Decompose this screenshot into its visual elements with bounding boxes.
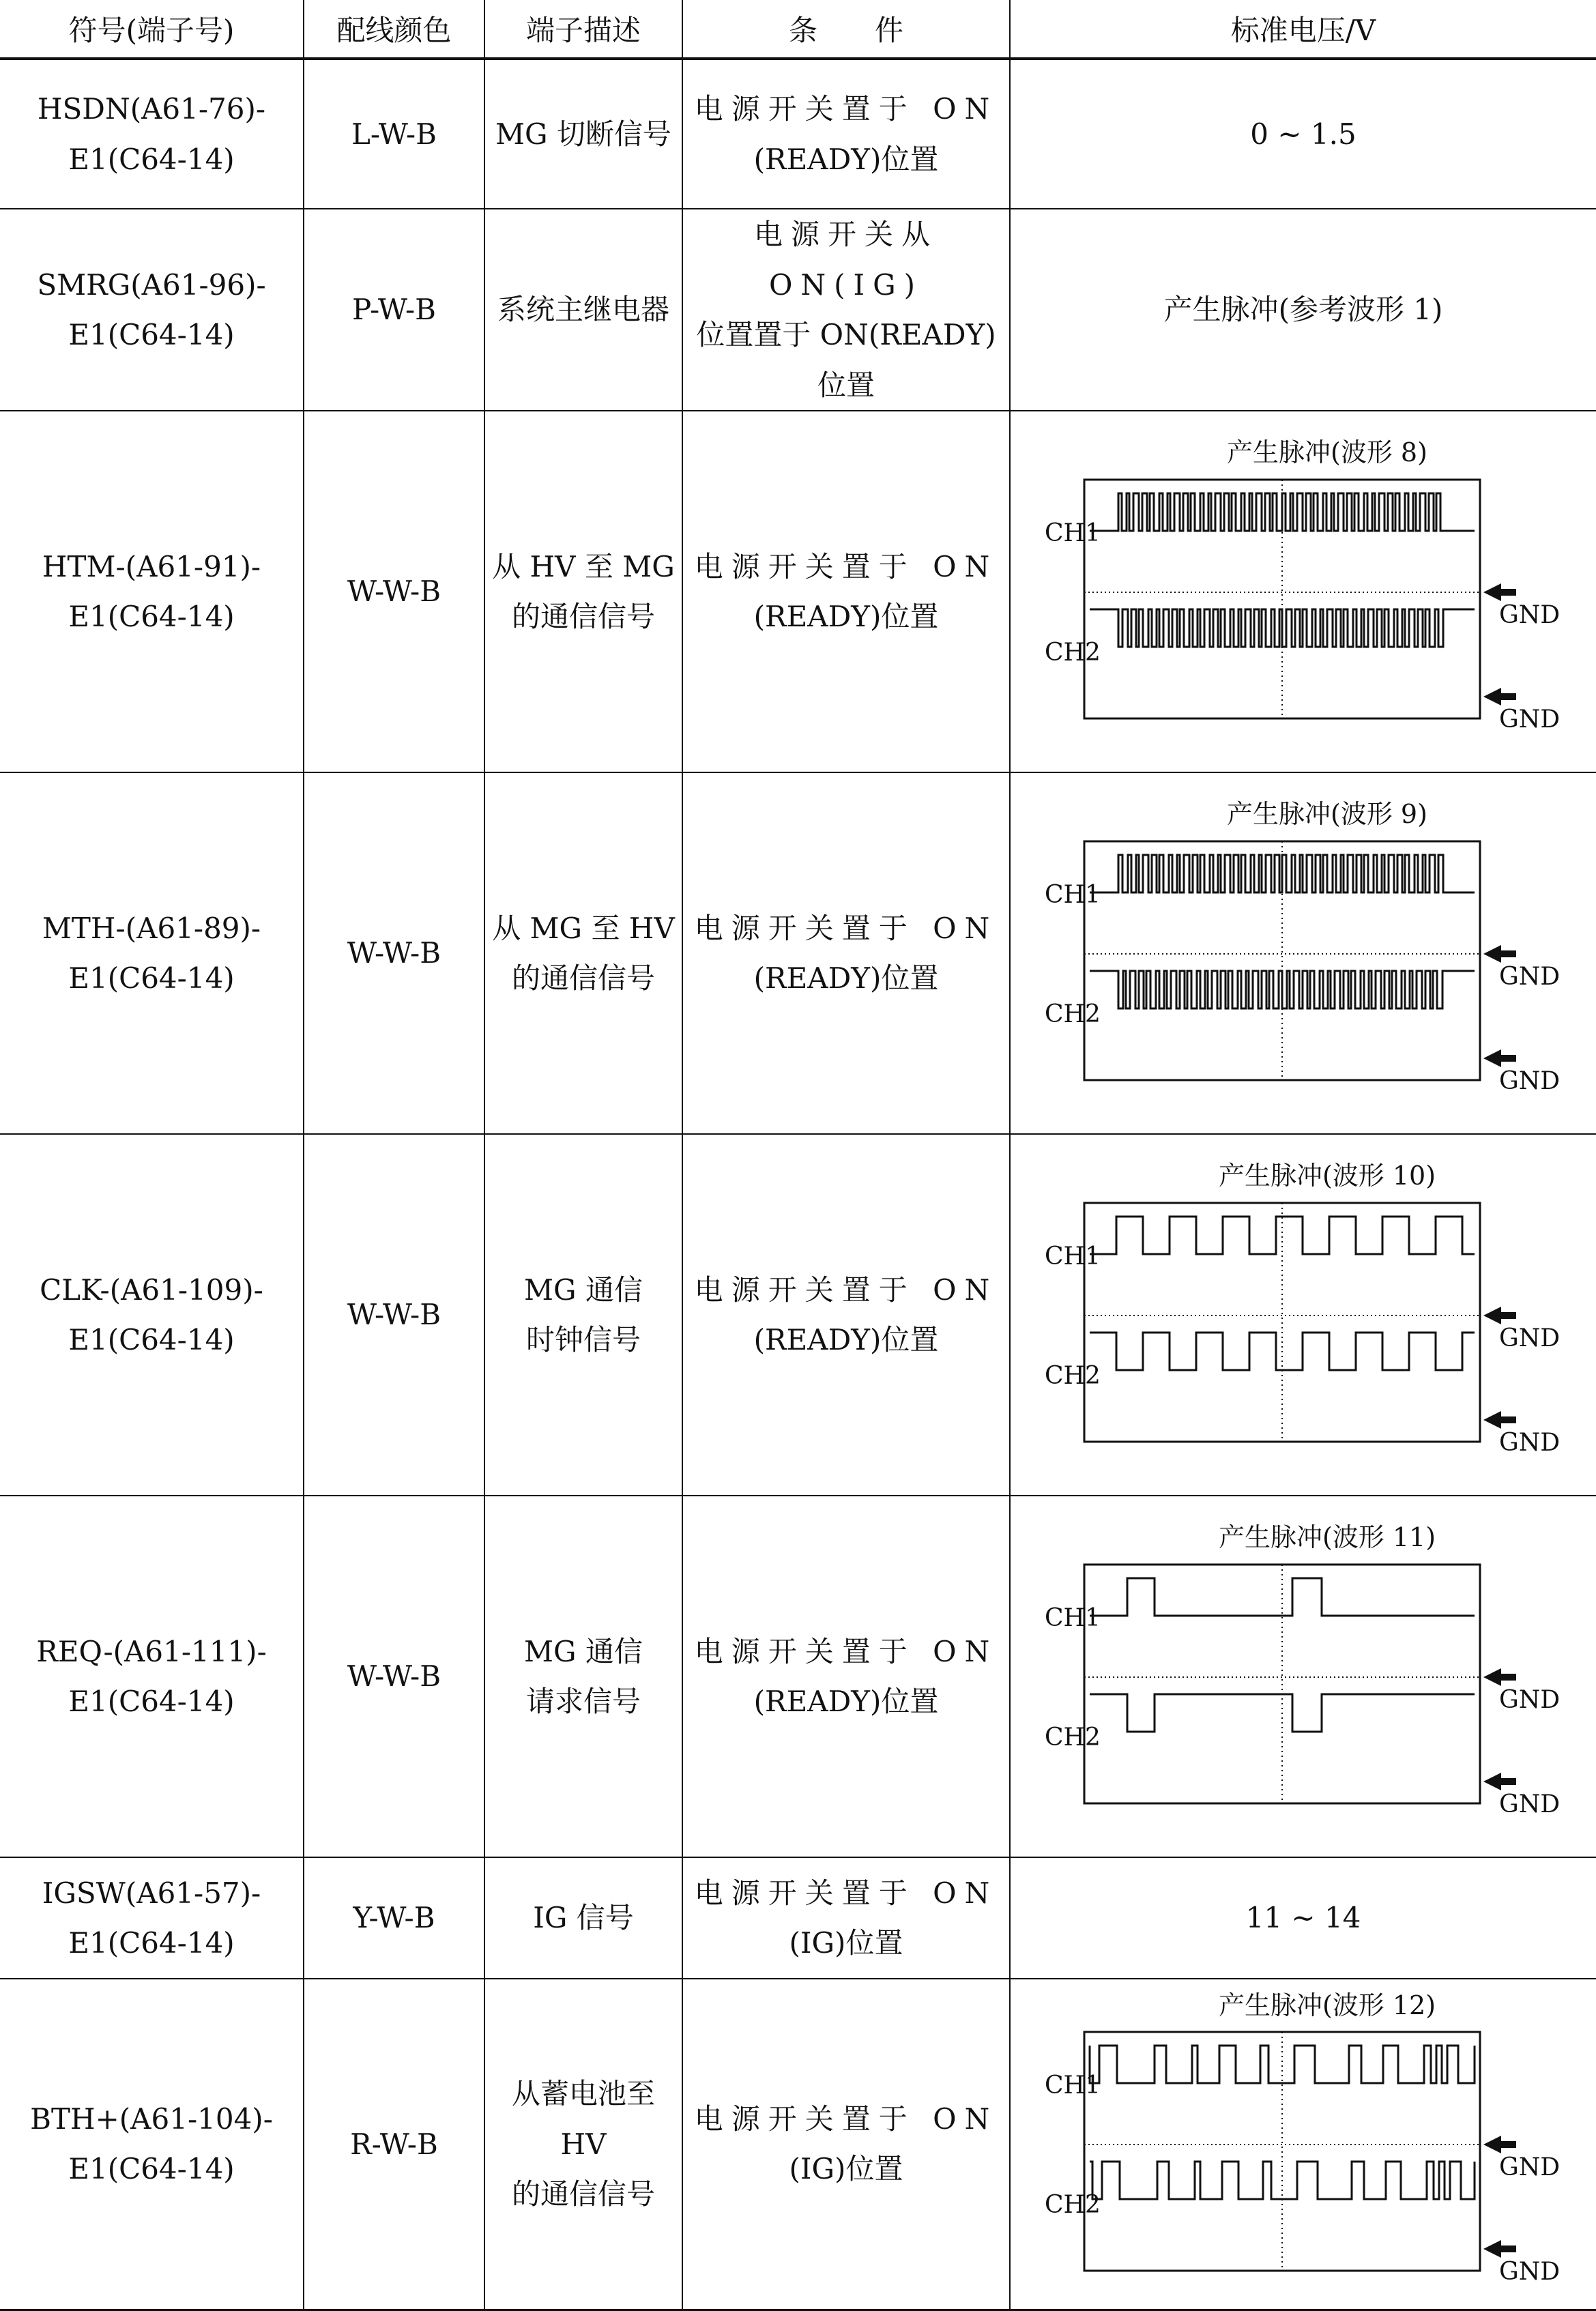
cell-waveform bbox=[1010, 411, 1596, 772]
symbol-line: E1(C64-14) bbox=[68, 1685, 235, 1718]
table-row bbox=[0, 1496, 1596, 1857]
condition-line: (READY)位置 bbox=[753, 1323, 939, 1356]
symbol-line: E1(C64-14) bbox=[68, 961, 235, 995]
cell-standard-voltage: 0 ~ 1.5 bbox=[1010, 59, 1596, 209]
table-row bbox=[0, 59, 1596, 209]
description-line: 的通信信号 bbox=[511, 2177, 655, 2211]
cell-waveform bbox=[1010, 772, 1596, 1134]
gnd-label: GND bbox=[1499, 600, 1561, 629]
condition-line: 电源开关从 ON(IG) bbox=[753, 218, 938, 302]
table-row bbox=[0, 1134, 1596, 1496]
description-line: IG 信号 bbox=[533, 1901, 634, 1935]
ground-arrow-icon bbox=[1483, 1307, 1516, 1324]
cell-description bbox=[484, 59, 682, 209]
symbol-line: HSDN(A61-76)- bbox=[37, 92, 266, 126]
symbol-line: BTH+(A61-104)- bbox=[30, 2102, 273, 2136]
gnd-label: GND bbox=[1499, 1428, 1561, 1457]
ch2-trace bbox=[1090, 609, 1475, 647]
ch1-label: CH1 bbox=[1045, 2071, 1101, 2099]
waveform-title: 产生脉冲(波形 12) bbox=[1218, 1990, 1436, 2020]
symbol-line: E1(C64-14) bbox=[68, 600, 235, 633]
description-line: 请求信号 bbox=[525, 1685, 641, 1718]
ch2-label: CH2 bbox=[1045, 638, 1101, 667]
cell-condition bbox=[682, 59, 1010, 209]
ch2-label: CH2 bbox=[1045, 1000, 1101, 1028]
condition-line: (READY)位置 bbox=[753, 142, 939, 176]
header-symbol: 符号(端子号) bbox=[0, 0, 304, 59]
ch2-label: CH2 bbox=[1045, 1723, 1101, 1752]
waveform-title: 产生脉冲(波形 11) bbox=[1218, 1522, 1436, 1553]
waveform-title: 产生脉冲(波形 8) bbox=[1227, 437, 1427, 468]
ground-arrow-icon bbox=[1483, 2136, 1516, 2153]
ground-arrow-icon bbox=[1483, 1668, 1516, 1686]
ch1-label: CH1 bbox=[1045, 880, 1101, 909]
cell-description bbox=[484, 1134, 682, 1496]
ch1-label: CH1 bbox=[1045, 1242, 1101, 1270]
header-wire-color: 配线颜色 bbox=[304, 0, 484, 59]
cell-symbol bbox=[0, 772, 304, 1134]
ch2-label: CH2 bbox=[1045, 1361, 1101, 1390]
cell-symbol bbox=[0, 1857, 304, 1979]
description-line: MG 通信 bbox=[524, 1273, 643, 1307]
description-line: 的通信信号 bbox=[511, 600, 655, 633]
ground-arrow-icon bbox=[1483, 1411, 1516, 1429]
cell-description bbox=[484, 1496, 682, 1857]
cell-description bbox=[484, 772, 682, 1134]
description-line: 从蓄电池至 HV bbox=[511, 2077, 655, 2161]
condition-line: 位置置于 ON(READY) bbox=[696, 318, 996, 351]
cell-description bbox=[484, 1979, 682, 2310]
condition-line: 电源开关置于 ON bbox=[694, 2102, 998, 2136]
symbol-line: E1(C64-14) bbox=[68, 1323, 235, 1356]
waveform-title: 产生脉冲(波形 10) bbox=[1218, 1161, 1436, 1191]
description-line: 系统主继电器 bbox=[497, 293, 669, 327]
gnd-label: GND bbox=[1499, 1685, 1561, 1714]
ch1-trace bbox=[1090, 855, 1475, 892]
condition-line: (READY)位置 bbox=[753, 1685, 939, 1718]
table-row bbox=[0, 209, 1596, 411]
symbol-line: CLK-(A61-109)- bbox=[40, 1273, 263, 1307]
cell-description bbox=[484, 209, 682, 411]
cell-wire-color: W-W-B bbox=[304, 772, 484, 1134]
ground-arrow-icon bbox=[1483, 945, 1516, 963]
cell-waveform bbox=[1010, 1979, 1596, 2310]
cell-symbol bbox=[0, 209, 304, 411]
gnd-label: GND bbox=[1499, 705, 1561, 733]
symbol-line: E1(C64-14) bbox=[68, 1926, 235, 1960]
condition-line: (IG)位置 bbox=[789, 1926, 903, 1960]
cell-description bbox=[484, 1857, 682, 1979]
cell-wire-color: P-W-B bbox=[304, 209, 484, 411]
condition-line: (READY)位置 bbox=[753, 961, 939, 995]
symbol-line: REQ-(A61-111)- bbox=[36, 1634, 267, 1668]
condition-line: 电源开关置于 ON bbox=[694, 1634, 998, 1668]
table-row bbox=[0, 772, 1596, 1134]
ch1-trace bbox=[1090, 493, 1475, 531]
header-standard-voltage: 标准电压/V bbox=[1010, 0, 1596, 59]
gnd-label: GND bbox=[1499, 962, 1561, 991]
table-row bbox=[0, 1857, 1596, 1979]
symbol-line: SMRG(A61-96)- bbox=[37, 267, 266, 302]
cell-symbol bbox=[0, 59, 304, 209]
description-line: MG 切断信号 bbox=[495, 117, 671, 151]
cell-standard-voltage: 11 ~ 14 bbox=[1010, 1857, 1596, 1979]
oscilloscope-waveform bbox=[1043, 1559, 1561, 1832]
ground-arrow-icon bbox=[1483, 1049, 1516, 1067]
condition-line: 电源开关置于 ON bbox=[694, 911, 998, 945]
cell-wire-color: Y-W-B bbox=[304, 1857, 484, 1979]
description-line: MG 通信 bbox=[524, 1634, 643, 1668]
ch1-label: CH1 bbox=[1045, 1603, 1101, 1632]
cell-condition bbox=[682, 1979, 1010, 2310]
symbol-line: MTH-(A61-89)- bbox=[42, 911, 261, 945]
waveform-title: 产生脉冲(波形 9) bbox=[1227, 799, 1427, 830]
gnd-label: GND bbox=[1499, 2257, 1561, 2286]
condition-line: 位置 bbox=[817, 368, 875, 402]
gnd-label: GND bbox=[1499, 1324, 1561, 1352]
ch1-label: CH1 bbox=[1045, 519, 1101, 547]
cell-condition bbox=[682, 772, 1010, 1134]
cell-symbol bbox=[0, 1979, 304, 2310]
cell-waveform bbox=[1010, 1134, 1596, 1496]
cell-symbol bbox=[0, 411, 304, 772]
condition-line: (IG)位置 bbox=[789, 2152, 903, 2186]
cell-wire-color: R-W-B bbox=[304, 1979, 484, 2310]
symbol-line: IGSW(A61-57)- bbox=[42, 1876, 261, 1910]
symbol-line: E1(C64-14) bbox=[68, 318, 235, 351]
description-line: 从 MG 至 HV bbox=[492, 911, 675, 945]
symbol-line: HTM-(A61-91)- bbox=[42, 549, 261, 583]
cell-condition bbox=[682, 1857, 1010, 1979]
gnd-label: GND bbox=[1499, 1066, 1561, 1095]
cell-condition bbox=[682, 209, 1010, 411]
condition-line: 电源开关置于 ON bbox=[694, 1273, 998, 1307]
header-condition: 条 件 bbox=[682, 0, 1010, 59]
cell-condition bbox=[682, 1496, 1010, 1857]
condition-line: 电源开关置于 ON bbox=[694, 92, 998, 126]
condition-line: (READY)位置 bbox=[753, 600, 939, 633]
ground-arrow-icon bbox=[1483, 688, 1516, 706]
cell-wire-color: L-W-B bbox=[304, 59, 484, 209]
cell-symbol bbox=[0, 1134, 304, 1496]
cell-standard-voltage: 产生脉冲(参考波形 1) bbox=[1010, 209, 1596, 411]
table-row bbox=[0, 411, 1596, 772]
ground-arrow-icon bbox=[1483, 1773, 1516, 1790]
oscilloscope-waveform bbox=[1043, 836, 1561, 1109]
description-line: 的通信信号 bbox=[511, 961, 655, 995]
condition-line: 电源开关置于 ON bbox=[694, 1876, 998, 1910]
gnd-label: GND bbox=[1499, 1790, 1561, 1818]
cell-symbol bbox=[0, 1496, 304, 1857]
symbol-line: E1(C64-14) bbox=[68, 2152, 235, 2186]
table-row bbox=[0, 1979, 1596, 2310]
cell-condition bbox=[682, 411, 1010, 772]
table-header-row bbox=[0, 0, 1596, 59]
description-line: 从 HV 至 MG bbox=[492, 549, 675, 583]
ground-arrow-icon bbox=[1483, 583, 1516, 601]
symbol-line: E1(C64-14) bbox=[68, 142, 235, 176]
header-description: 端子描述 bbox=[484, 0, 682, 59]
gnd-label: GND bbox=[1499, 2153, 1561, 2181]
oscilloscope-waveform bbox=[1043, 2026, 1561, 2299]
cell-waveform bbox=[1010, 1496, 1596, 1857]
ground-arrow-icon bbox=[1483, 2240, 1516, 2258]
ch2-label: CH2 bbox=[1045, 2190, 1101, 2219]
cell-condition bbox=[682, 1134, 1010, 1496]
description-line: 时钟信号 bbox=[525, 1323, 641, 1356]
condition-line: 电源开关置于 ON bbox=[694, 549, 998, 583]
cell-wire-color: W-W-B bbox=[304, 1496, 484, 1857]
oscilloscope-waveform bbox=[1043, 1197, 1561, 1470]
cell-description bbox=[484, 411, 682, 772]
oscilloscope-waveform bbox=[1043, 474, 1561, 747]
ch2-trace bbox=[1090, 971, 1475, 1008]
cell-wire-color: W-W-B bbox=[304, 411, 484, 772]
cell-wire-color: W-W-B bbox=[304, 1134, 484, 1496]
